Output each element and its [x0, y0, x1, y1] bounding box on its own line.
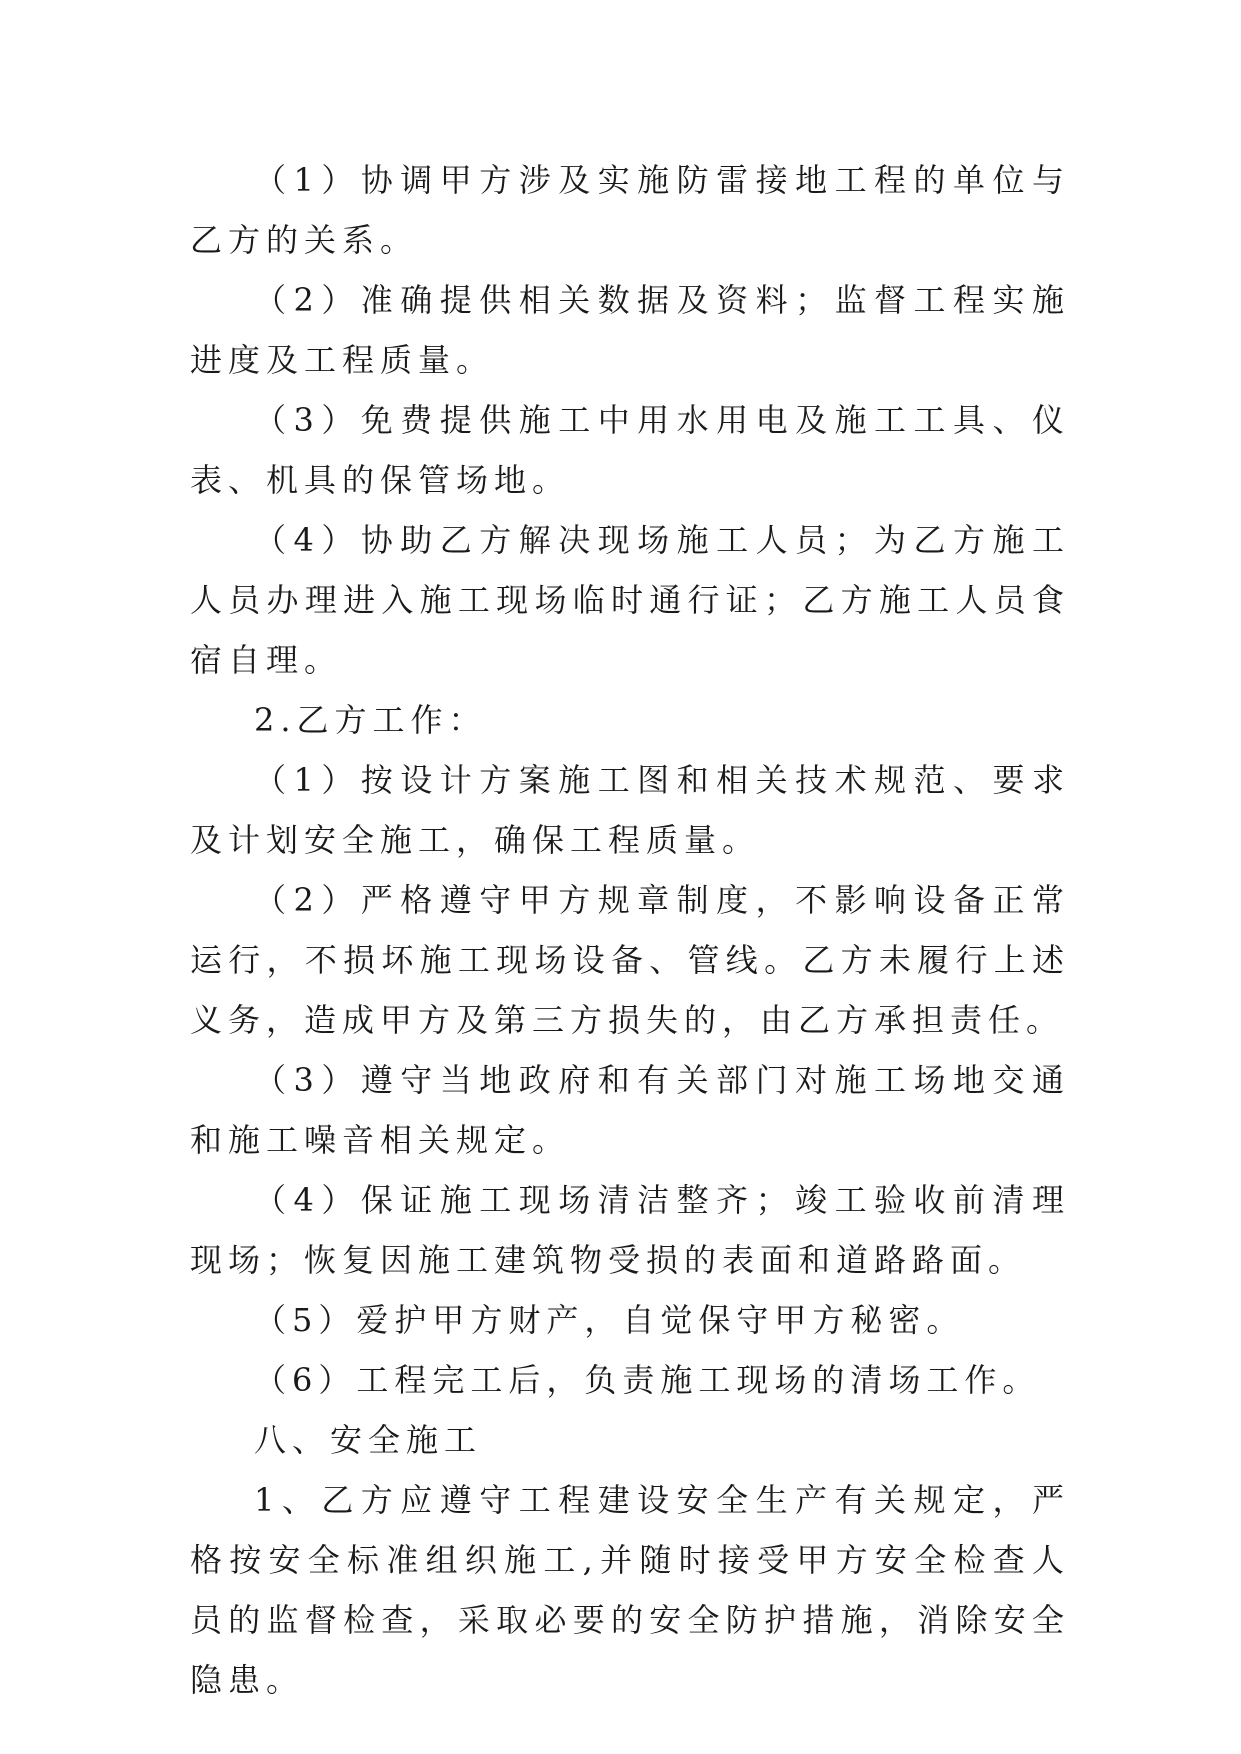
clause-party-a-1: （1）协调甲方涉及实施防雷接地工程的单位与乙方的关系。 [190, 161, 1070, 259]
clause-safety-1: 1、乙方应遵守工程建设安全生产有关规定，严格按安全标准组织施工,并随时接受甲方安全检查人员的监督检查，采取必要的安全防护措施，消除安全隐患。 [190, 1481, 1070, 1699]
clause-party-b-3: （3）遵守当地政府和有关部门对施工场地交通和施工噪音相关规定。 [190, 1061, 1070, 1159]
document-body [190, 150, 1070, 1710]
clause-party-a-3: （3）免费提供施工中用水用电及施工工具、仪表、机具的保管场地。 [190, 401, 1070, 499]
clause-party-a-2: （2）准确提供相关数据及资料；监督工程实施进度及工程质量。 [190, 281, 1070, 379]
section-heading-party-b: 2.乙方工作： [254, 701, 487, 739]
clause-party-b-5: （5）爱护甲方财产，自觉保守甲方秘密。 [254, 1301, 965, 1339]
clause-party-b-1: （1）按设计方案施工图和相关技术规范、要求及计划安全施工，确保工程质量。 [190, 761, 1070, 859]
clause-party-a-4: （4）协助乙方解决现场施工人员；为乙方施工人员办理进入施工现场临时通行证；乙方施工人员食宿自理。 [190, 521, 1070, 679]
clause-party-b-2: （2）严格遵守甲方规章制度，不影响设备正常运行，不损坏施工现场设备、管线。乙方未履行上述义务，造成甲方及第三方损失的，由乙方承担责任。 [190, 881, 1070, 1039]
clause-party-b-6: （6）工程完工后，负责施工现场的清场工作。 [254, 1361, 1041, 1399]
clause-party-b-4: （4）保证施工现场清洁整齐；竣工验收前清理现场；恢复因施工建筑物受损的表面和道路路面。 [190, 1181, 1070, 1279]
section-heading-safety: 八、安全施工 [254, 1421, 483, 1459]
